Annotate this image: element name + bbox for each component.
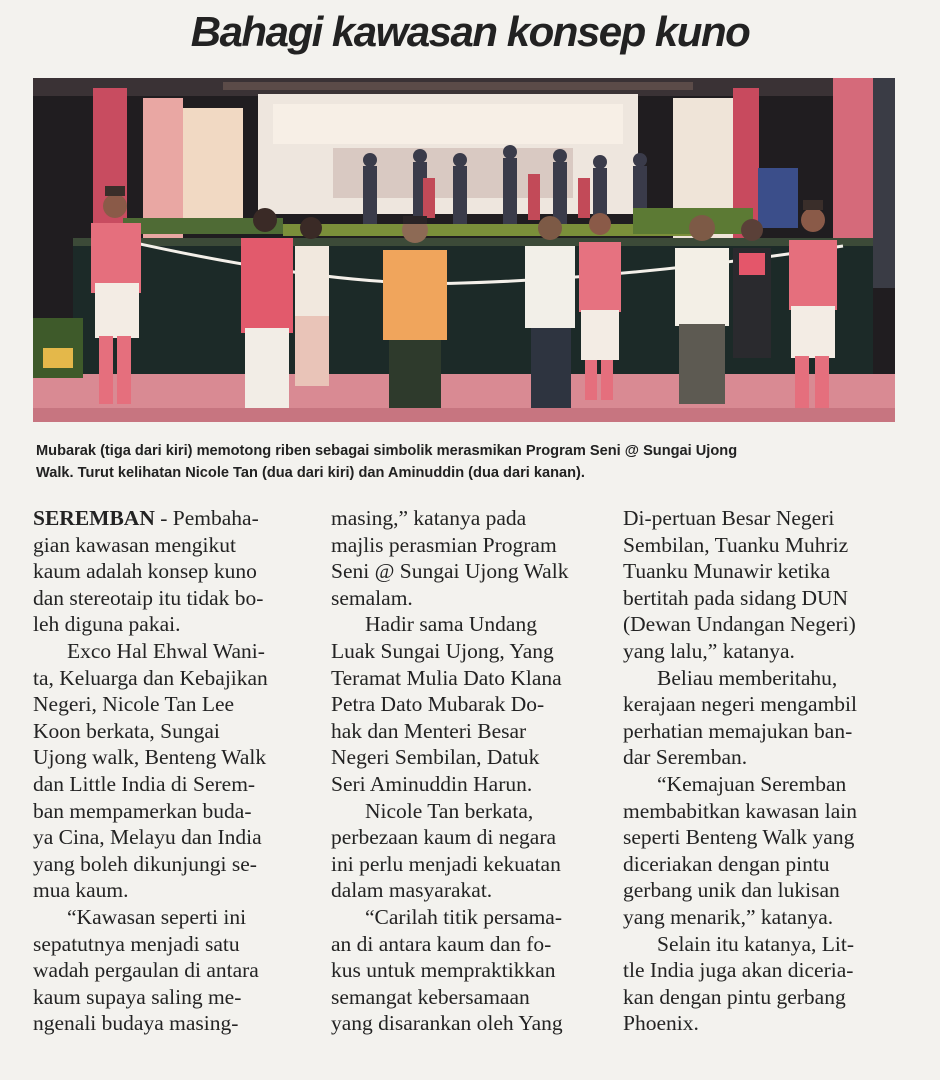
- text-line: yang lalu,” katanya.: [623, 638, 795, 663]
- text-line: dalam masyarakat.: [331, 878, 493, 903]
- text-line: kan dengan pintu gerbang: [623, 984, 846, 1009]
- text-line: Beliau memberitahu,: [657, 665, 838, 690]
- text-line: membabitkan kawasan lain: [623, 798, 858, 823]
- text-line: kerajaan negeri mengambil: [623, 692, 858, 717]
- news-photo: [33, 78, 895, 422]
- text-line: Selain itu katanya, Lit-: [657, 931, 855, 956]
- text-line: SEREMBAN - Pembaha-: [33, 506, 259, 530]
- text-line: “Carilah titik persama-: [365, 904, 563, 929]
- text-line: semalam.: [331, 585, 413, 610]
- text-line: Petra Dato Mubarak Do-: [331, 692, 545, 717]
- text-line: mua kaum.: [33, 878, 129, 903]
- article-column-1: [33, 505, 301, 1037]
- text-line: ban mempamerkan buda-: [33, 798, 252, 823]
- text-line: seperti Benteng Walk yang: [623, 825, 855, 850]
- text-line: Sembilan, Tuanku Muhriz: [623, 532, 849, 557]
- text-line: majlis perasmian Program: [331, 532, 557, 557]
- text-line: yang disarankan oleh Yang: [331, 1011, 563, 1036]
- dateline: SEREMBAN: [33, 506, 155, 530]
- text-line: leh diguna pakai.: [33, 612, 181, 637]
- article-headline: Bahagi kawasan konsep kuno: [190, 8, 750, 55]
- text-line: Tuanku Munawir ketika: [623, 559, 831, 584]
- text-line: gian kawasan mengikut: [33, 532, 237, 557]
- text-line: ta, Keluarga dan Kebajikan: [33, 665, 268, 690]
- text-line: Negeri, Nicole Tan Lee: [33, 692, 235, 717]
- text-line: masing,” katanya pada: [331, 506, 527, 530]
- text-line: ya Cina, Melayu dan India: [33, 825, 262, 850]
- text-line: perbezaan kaum di negara: [331, 825, 557, 850]
- caption-line: Walk. Turut kelihatan Nicole Tan (dua dari kiri) dan Aminuddin (dua dari kanan).: [36, 465, 585, 481]
- text-line: hak dan Menteri Besar: [331, 718, 527, 743]
- text-line: ini perlu menjadi kekuatan: [331, 851, 561, 876]
- text-line: Ujong walk, Benteng Walk: [33, 745, 267, 770]
- text-line: sepatutnya menjadi satu: [33, 931, 240, 956]
- text-line: Phoenix.: [623, 1011, 699, 1036]
- text-line: tle India juga akan diceria-: [623, 958, 854, 983]
- text-line: (Dewan Undangan Negeri): [623, 612, 856, 637]
- text-line: diceriakan dengan pintu: [623, 851, 830, 876]
- text-line: kaum supaya saling me-: [33, 984, 242, 1009]
- text-line: Koon berkata, Sungai: [33, 718, 220, 743]
- text-line: yang menarik,” katanya.: [623, 904, 834, 929]
- text-line: bertitah pada sidang DUN: [623, 585, 849, 610]
- text-line: Negeri Sembilan, Datuk: [331, 745, 540, 770]
- text-line: “Kemajuan Seremban: [657, 771, 847, 796]
- text-line: dan stereotaip itu tidak bo-: [33, 585, 264, 610]
- article-column-2: [331, 505, 593, 1037]
- text-line: Luak Sungai Ujong, Yang: [331, 638, 554, 663]
- text-line: an di antara kaum dan fo-: [331, 931, 552, 956]
- text-line: Nicole Tan berkata,: [365, 798, 534, 823]
- text-line: perhatian memajukan ban-: [623, 718, 853, 743]
- text-line: Seni @ Sungai Ujong Walk: [331, 559, 569, 584]
- text-line: gerbang unik dan lukisan: [623, 878, 840, 903]
- text-line: Teramat Mulia Dato Klana: [331, 665, 562, 690]
- text-line: “Kawasan seperti ini: [67, 904, 247, 929]
- text-line: semangat kebersamaan: [331, 984, 530, 1009]
- caption-line: Mubarak (tiga dari kiri) memotong riben sebagai simbolik merasmikan Program Seni @ Sungai Ujong: [36, 443, 738, 459]
- text-line: wadah pergaulan di antara: [33, 958, 259, 983]
- text-line: kus untuk mempraktikkan: [331, 958, 556, 983]
- text-line: dan Little India di Serem-: [33, 771, 256, 796]
- text-line: kaum adalah konsep kuno: [33, 559, 257, 584]
- text-line: Seri Aminuddin Harun.: [331, 771, 533, 796]
- text-line: Hadir sama Undang: [365, 612, 537, 637]
- text-line: Exco Hal Ehwal Wani-: [67, 638, 265, 663]
- text-line: ngenali budaya masing-: [33, 1011, 239, 1036]
- text-line: dar Seremban.: [623, 745, 748, 770]
- article-column-3: [623, 505, 903, 1037]
- photo-caption: [36, 440, 896, 484]
- text-line: yang boleh dikunjungi se-: [33, 851, 257, 876]
- text-line: Di-pertuan Besar Negeri: [623, 506, 835, 530]
